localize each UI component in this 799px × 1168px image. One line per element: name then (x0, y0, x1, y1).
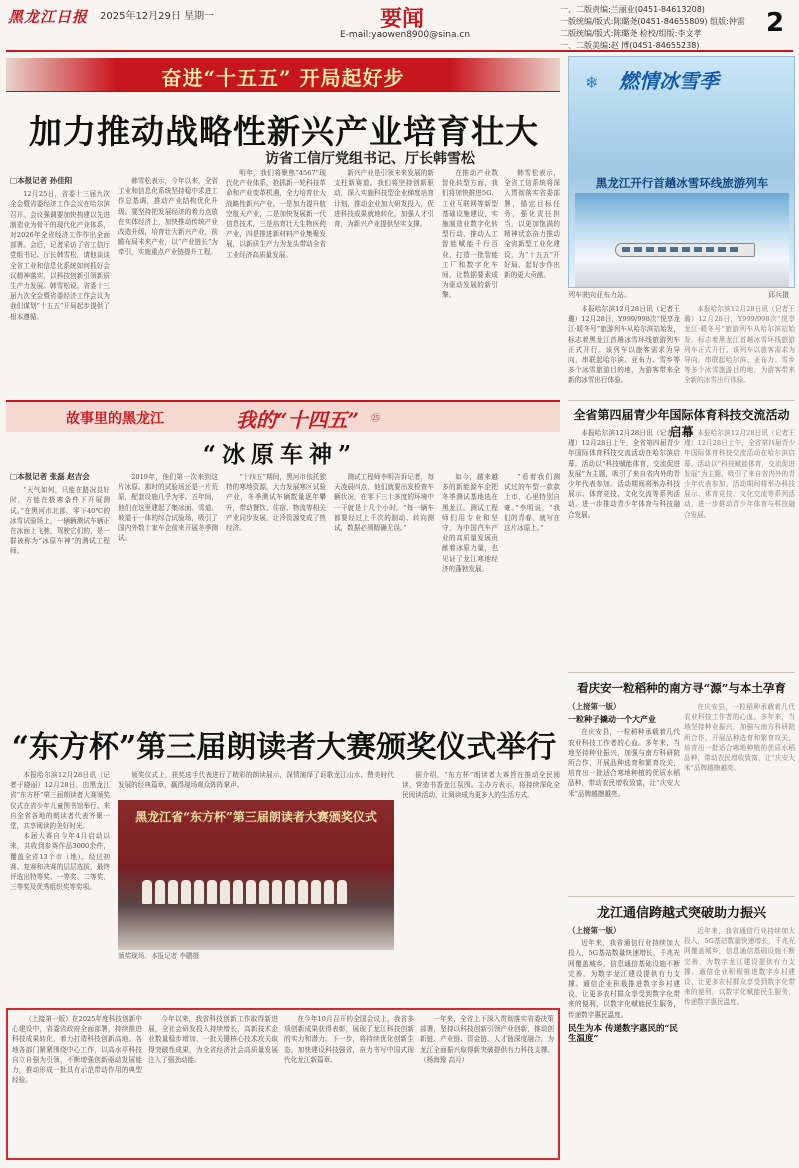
award-paragraph: 颁奖仪式上，获奖选手代表进行了精彩的朗读展示，深情演绎了讴歌龙江山水、赞美时代发展的经典篇章，赢得现场观众阵阵掌声。 (118, 771, 394, 790)
train-icon (615, 243, 755, 257)
rice-paragraph: 在庆安县，一粒稻种承载着几代农业科技工作者的心血。多年来，当地坚持种业振兴，加强与南方科研院所合作，开展品种选育和繁育攻关，培育出一批适合寒地种植的优质水稻品种，带动农民增收致富，让“庆安大米”品牌越擦越亮。 (568, 728, 680, 798)
lead-paragraph: 明年，我们将聚焦“4567”现代化产业体系，抢抓新一轮科技革命和产业变革机遇，全力培育壮大战略性新兴产业。一是加力提升航空航天产业，二是加快发展新一代信息技术，三是培育壮大生物医药产业，四是推进新材料产业集聚发展，以新质生产力为龙头带动全省工业经济高质量发展。 (226, 169, 326, 259)
science-column (284, 1014, 414, 1156)
feature-column (442, 472, 498, 708)
science-column (148, 1014, 278, 1156)
youth-paragraph: 本报哈尔滨12月28日讯（记者王瑾）12月28日上午，全省第四届青少年国际体育科技交流活动在哈尔滨启幕。活动以“科技赋能体育，交流促进发展”为主题，吸引了来自省内外的青少年代表参加。活动期间将举办科技展示、体育竞技、文化交流等系列活动，进一步推动青少年体育与科技融合发展。 (568, 429, 680, 519)
newspaper-logo: 黑龙江日报 (8, 8, 89, 26)
masthead-divider (6, 50, 793, 52)
feature-column (504, 472, 560, 708)
telecom-paragraph: 近年来，我省通信行业持续加大投入，5G基站数量快速增长，千兆光网覆盖城乡，信息通信基础设施不断完善，为数字龙江建设提供有力支撑。通信企业积极推进数字乡村建设，让更多农村群众享受到数字化带来的便利，以数字化赋能民生服务，传递数字惠民温度。 (684, 927, 795, 1007)
editor-contact-line: 一、二版美编:赵 博(0451-84655238) (560, 41, 700, 50)
winter-train-headline: 黑龙江开行首趟冰雪环线旅游列车 (595, 176, 769, 190)
snowflake-icon: ❄ (585, 73, 599, 92)
rice-paragraph: 在庆安县，一粒稻种承载着几代农业科技工作者的心血。多年来，当地坚持种业振兴，加强与南方科研院所合作，开展品种选育和繁育攻关，培育出一批适合寒地种植的优质水稻品种，带动农民增收致富，让“庆安大米”品牌越擦越亮。 (684, 703, 795, 773)
lead-subheadline: 访省工信厅党组书记、厅长韩雪松 (265, 151, 475, 167)
page-number: 2 (766, 8, 785, 38)
section-title: 要闻 (380, 6, 425, 32)
telecom-paragraph: 近年来，我省通信行业持续加大投入，5G基站数量快速增长，千兆光网覆盖城乡，信息通信基础设施不断完善，为数字龙江建设提供有力支撑。通信企业积极推进数字乡村建设，让更多农村群众享受到数字化带来的便利，以数字化赋能民生服务，传递数字惠民温度。 (568, 939, 680, 1019)
winter-column (568, 304, 680, 394)
science-paragraph: 一年来，全省上下深入贯彻落实省委决策部署，坚持以科技创新引领产业创新，推动创新链、产业链、资金链、人才链深度融合，为龙江全面振兴取得新突破提供有力科技支撑。（杨海豫 高月） (420, 1015, 554, 1064)
winter-train-photo (575, 193, 789, 287)
feature-title: “冰原车神” (202, 441, 358, 468)
feature-paragraph: “十四五”期间，黑河市依托独特的寒地资源，大力发展寒区试验产业，冬季测试车辆数量逐年攀升，带动餐饮、住宿、物流等相关产业同步发展，让冷资源变成了热经济。 (226, 473, 326, 533)
science-paragraph: 今年以来，我省科技创新工作取得新进展，全社会研发投入持续增长，高新技术企业数量稳步增加，一批关键核心技术攻关取得突破性成果，为全省经济社会高质量发展注入了强劲动能。 (148, 1015, 278, 1064)
award-headline: “东方杯”第三届朗读者大赛颁奖仪式举行 (11, 730, 557, 765)
science-paragraph: 在今年10月召开的全国会议上，我省多项创新成果获得表彰，展现了龙江科技创新的实力和潜力。下一步，将持续优化创新生态，加快建设科技强省，奋力书写中国式现代化龙江新篇章。 (284, 1015, 414, 1064)
youth-headline: 全省第四届青少年国际体育科技交流活动启幕 (573, 408, 790, 439)
telecom-headline: 龙江通信跨越式突破助力振兴 (596, 906, 766, 921)
award-paragraph: 本届大赛自今年4月启动以来，共收到参赛作品3000余件，覆盖全省13个市（地）。经过初赛、复赛和决赛的层层选拔，最终评选出特等奖、一等奖、二等奖、三等奖及优秀组织奖等奖项。 (10, 832, 110, 892)
telecom-kicker: （上接第一版） (568, 926, 621, 935)
winter-photo-caption: 列车驶向亚布力站。 (568, 291, 631, 299)
feature-paragraph: 测试工程师李明告诉记者，每天凌晨四点，他们就要出发检查车辆状况，在零下三十多度的环境中一干就是十几个小时。“每一辆车都要经过上千次的制动、转向测试，数据必须精确无误。” (334, 473, 434, 533)
award-paragraph: 本报哈尔滨12月28日讯（记者于晓丽）12月28日，由黑龙江省“东方杯”第三届朗读者大赛颁奖仪式在省少年儿童图书馆举行。来自全省各地的朗读者代表齐聚一堂，共享阅读的美好时光。 (10, 771, 110, 831)
lead-paragraph: 12月25日，省委十三届九次全会暨省委经济工作会议在哈尔滨召开。会议强调要加快构建以先进制造业为骨干的现代化产业体系，对2026年全省经济工作作出全面部署。会后，记者采访了省工信厅党组书记、厅长韩雪松，请他谈谈全省工业和信息化系统如何抓好会议精神落实，以科技创新引领新质生产力发展。韩雪松说，省委十三届九次全会暨省委经济工作会议为我们谋划“十五五”开局起步提供了根本遵循。 (10, 190, 110, 321)
youth-paragraph: 本报哈尔滨12月28日讯（记者王瑾）12月28日上午，全省第四届青少年国际体育科技交流活动在哈尔滨启幕。活动以“科技赋能体育，交流促进发展”为主题，吸引了来自省内外的青少年代表参加。活动期间将举办科技展示、体育竞技、文化交流等系列活动，进一步推动青少年体育与科技融合发展。 (684, 429, 795, 519)
feature-series-header (6, 400, 560, 432)
feature-series-number: ㉕ (371, 414, 381, 424)
award-photo-caption: 颁奖现场。本报记者 李鹏摄 (118, 952, 200, 960)
rice-column-continued (684, 702, 795, 888)
lead-paragraph: 韩雪松表示，今年以来，全省工业和信息化系统坚持稳中求进工作总基调，推动产业结构优化升级。要坚持把发展经济的着力点放在实体经济上，加快推动传统产业改造升级，培育壮大新兴产业，前瞻布局未来产业，以“产业链长”为牵引，实施重点产业链提升工程。 (118, 177, 218, 257)
winter-paragraph: 本报哈尔滨12月28日讯（记者王璐）12月28日，Y999/998次“悦享龙江·暖冬号”旅游列车从哈尔滨站始发，标志着黑龙江首趟冰雪环线旅游列车正式开行。该列车以旅客需求为导向，串联起哈尔滨、亚布力、雪乡等多个冰雪旅游目的地，为游客带来全新的冰雪出行体验。 (684, 305, 795, 385)
feature-column (118, 472, 218, 708)
editor-contact-line: 二版统编/版式:陈璐尧 检校/组版:李文孝 (560, 29, 702, 38)
feature-column (334, 472, 434, 708)
science-column (420, 1014, 554, 1156)
lead-paragraph: 韩雪松表示，全省工信系统将深入贯彻落实省委部署，锚定目标任务，强化责任担当，以更加饱满的精神状态奋力推动全省新型工业化建设，为“十五五”开好局、起好步作出新的更大贡献。 (504, 169, 560, 280)
telecom-column (568, 926, 680, 1160)
winter-travel-panel (568, 56, 795, 288)
lead-headline: 加力推动战略性新兴产业培育壮大 (29, 112, 539, 151)
science-paragraph: （上接第一版）在2025年度科技创新中心建设中，省委省政府全面部署，持续推进科技成果转化，着力打造科技创新高地。各地各部门紧紧围绕中心工作，以高水平科技自立自强为引领，不断增强创新驱动发展能力，推动形成一批具有示范带动作用的典型经验。 (12, 1015, 142, 1085)
lead-column (442, 168, 498, 394)
telecom-subheadline: 民生为本 传递数字惠民的“民生温度” (568, 1023, 678, 1045)
feature-paragraph: “天气如何，只能在路况良好时，方能在极寒条件下开展测试。”在黑河市北部，零下40℃的冰雪试验场上，一辆辆测试车辆正在冰面上飞驰，驾驶它们的，是一群被称为“冰原车神”的测试工程师。 (10, 486, 110, 556)
youth-column-continued (684, 428, 795, 666)
lead-column (118, 176, 218, 394)
rice-column (568, 702, 680, 888)
editor-contacts (560, 4, 745, 52)
feature-paragraph: 如今，越来越多的新能源车企把冬季测试基地选在黑龙江。测试工程师们用专业和坚守，为中国汽车产业的高质量发展贡献着冰原力量，也见证了龙江寒地经济的蓬勃发展。 (442, 473, 498, 573)
editor-contact-line: 一、二版责编:兰丽业(0451-84613208) (560, 5, 705, 14)
issue-date: 2025年12月29日 星期一 (100, 11, 215, 22)
winter-season-brand: 燃情冰雪季 (619, 69, 719, 93)
award-paragraph: 据介绍，“东方杯”朗读者大赛旨在推动全民阅读，营造书香龙江氛围。主办方表示，将持续深化全民阅读活动，让阅读成为更多人的生活方式。 (402, 771, 560, 800)
feature-series-mark: 我的“十四五” (236, 408, 360, 432)
feature-column (226, 472, 326, 708)
lead-paragraph: 在推动产业数智化转型方面，我们将加快推进5G、工业互联网等新型基础设施建设，实施制造业数字化转型行动，推动人工智能赋能千行百业，打造一批智能工厂和数字化车间，让数据要素成为驱动发展的新引擎。 (442, 169, 498, 300)
lead-column (504, 168, 560, 394)
feature-kicker: 故事里的黑龙江 (66, 411, 164, 427)
award-column (10, 770, 110, 1004)
award-photo-banner: 黑龙江省“东方杯”第三届朗读者大赛颁奖仪式 (135, 810, 377, 824)
feature-paragraph: “看着我们测试过的车型一款款上市，心里特别自豪。”李明说，“我们的青春，就写在这片冰原上。” (504, 473, 560, 533)
winter-column-continued (684, 304, 795, 394)
lead-column (334, 168, 434, 394)
rice-kicker: （上接第一版） (568, 702, 621, 711)
lead-paragraph: 新兴产业是引领未来发展的新支柱新赛道。我们将坚持创新驱动，深入实施科技型企业梯度培育计划，推动企业加大研发投入，促进科技成果就地转化，加强人才引育，为新兴产业提供坚实支撑。 (334, 169, 434, 229)
award-ceremony-photo (118, 800, 394, 950)
lead-column (226, 168, 326, 394)
youth-column (568, 428, 680, 666)
masthead (0, 0, 799, 56)
rice-subheadline: 一粒种子撬动一个大产业 (568, 714, 656, 725)
campaign-banner (6, 58, 560, 92)
feature-column (10, 472, 110, 708)
science-column (12, 1014, 142, 1156)
telecom-column-continued (684, 926, 795, 1160)
science-story-box (6, 1008, 560, 1160)
banner-text: 奋进“十五五” 开局起好步 (161, 66, 405, 90)
award-column (402, 770, 560, 1004)
feature-byline: □本报记者 张磊 赵吉会 (10, 472, 90, 481)
winter-paragraph: 本报哈尔滨12月28日讯（记者王璐）12月28日，Y999/998次“悦享龙江·暖冬号”旅游列车从哈尔滨站始发，标志着黑龙江首趟冰雪环线旅游列车正式开行。该列车以旅客需求为导向，串联起哈尔滨、亚布力、雪乡等多个冰雪旅游目的地，为游客带来全新的冰雪出行体验。 (568, 305, 680, 385)
lead-column (10, 176, 110, 394)
editor-contact-line: 一版统编/版式:陈璐尧(0451-84655809) 组版:钟雷 (560, 17, 745, 26)
section-divider (568, 400, 795, 401)
stage-performers (142, 880, 370, 906)
lead-byline: □本报记者 孙佳阳 (10, 176, 73, 185)
rice-headline: 看庆安一粒稻种的南方寻“源”与本土孕育 (577, 681, 786, 695)
feature-paragraph: 2019年，他们第一次来到这片冰原。那时的试验场还是一片荒原，配套设施几乎为零。五年间，他们在这里建起了集冰面、雪道、坡道于一体的综合试验场，吸引了国内外数十家车企前来开展冬季测试。 (118, 473, 218, 543)
section-divider (568, 896, 795, 897)
section-email: E-mail:yaowen8900@sina.cn (340, 30, 471, 40)
award-column (118, 770, 394, 796)
section-divider (568, 672, 795, 673)
winter-photo-credit: 邱兵摄 (768, 291, 789, 299)
